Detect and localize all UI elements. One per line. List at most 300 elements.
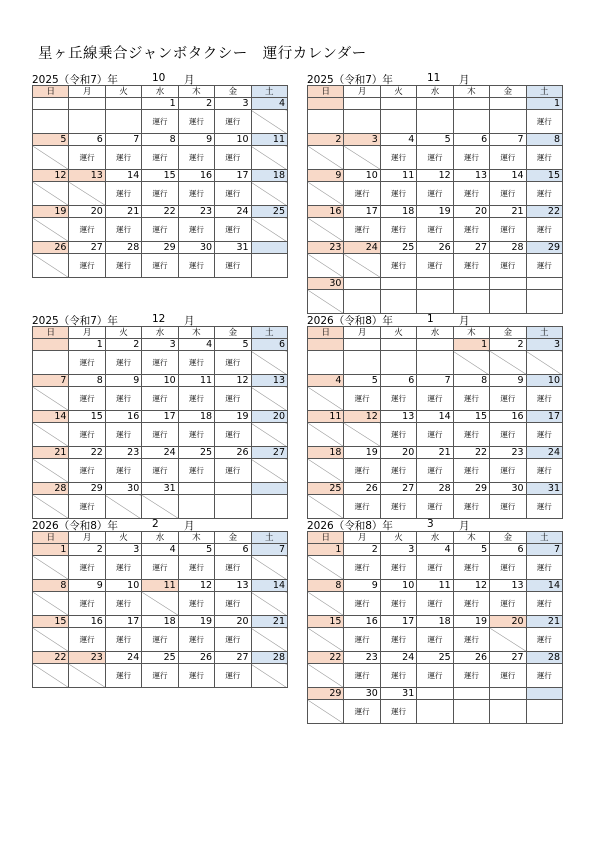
weekday-header: 金 — [490, 86, 526, 98]
day-service: 運行 — [453, 254, 489, 278]
day-service — [380, 351, 416, 375]
day-service: 運行 — [490, 423, 526, 447]
day-number: 4 — [308, 375, 344, 387]
weekday-header: 木 — [453, 327, 489, 339]
day-number: 30 — [308, 278, 344, 290]
day-number: 5 — [33, 134, 69, 146]
day-number — [105, 98, 141, 110]
day-number: 4 — [251, 98, 287, 110]
day-service: 運行 — [380, 664, 416, 688]
day-service: 運行 — [142, 254, 178, 278]
day-service: 運行 — [105, 556, 141, 580]
page-title: 星ヶ丘線乗合ジャンボタクシー 運行カレンダー — [38, 46, 367, 62]
day-service: 運行 — [490, 182, 526, 206]
no-service-slash — [33, 664, 69, 688]
day-service: 運行 — [105, 592, 141, 616]
day-service: 運行 — [105, 351, 141, 375]
no-service-slash — [344, 146, 380, 170]
weekday-header: 水 — [417, 532, 453, 544]
day-service: 運行 — [69, 146, 105, 170]
calendar-grid — [32, 85, 288, 278]
day-number: 18 — [142, 616, 178, 628]
day-number: 13 — [490, 580, 526, 592]
day-service: 運行 — [417, 387, 453, 411]
day-service: 運行 — [380, 459, 416, 483]
day-service: 運行 — [380, 182, 416, 206]
day-service: 運行 — [490, 218, 526, 242]
day-number: 3 — [215, 98, 251, 110]
day-service: 運行 — [417, 556, 453, 580]
no-service-slash — [33, 146, 69, 170]
day-service: 運行 — [417, 592, 453, 616]
day-service: 運行 — [490, 556, 526, 580]
day-service — [526, 290, 562, 314]
day-number: 23 — [178, 206, 214, 218]
day-service — [251, 495, 287, 519]
day-service: 運行 — [344, 700, 380, 724]
no-service-slash — [251, 110, 287, 134]
no-service-slash — [308, 459, 344, 483]
day-number: 20 — [69, 206, 105, 218]
day-number: 14 — [490, 170, 526, 182]
day-number: 7 — [417, 375, 453, 387]
month-number: 2 — [152, 518, 159, 530]
day-service: 運行 — [526, 592, 562, 616]
day-number: 1 — [526, 98, 562, 110]
weekday-header: 金 — [490, 327, 526, 339]
day-number: 9 — [105, 375, 141, 387]
no-service-slash — [33, 459, 69, 483]
day-service: 運行 — [380, 146, 416, 170]
day-number — [344, 278, 380, 290]
day-service: 運行 — [178, 110, 214, 134]
day-number: 31 — [380, 688, 416, 700]
day-number: 7 — [251, 544, 287, 556]
day-number: 23 — [69, 652, 105, 664]
weekday-header: 土 — [251, 86, 287, 98]
year-label: 2026（令和8）年 — [307, 315, 393, 327]
day-number: 25 — [417, 652, 453, 664]
weekday-header: 金 — [490, 532, 526, 544]
weekday-header: 月 — [344, 86, 380, 98]
day-number: 23 — [105, 447, 141, 459]
no-service-slash — [308, 182, 344, 206]
day-service: 運行 — [417, 459, 453, 483]
weekday-header: 火 — [380, 327, 416, 339]
day-number: 22 — [69, 447, 105, 459]
no-service-slash — [69, 182, 105, 206]
day-number: 25 — [251, 206, 287, 218]
day-number: 12 — [215, 375, 251, 387]
no-service-slash — [308, 387, 344, 411]
day-number — [490, 98, 526, 110]
day-service: 運行 — [69, 459, 105, 483]
weekday-header: 日 — [33, 532, 69, 544]
day-service — [417, 290, 453, 314]
day-number: 24 — [344, 242, 380, 254]
day-service: 運行 — [178, 254, 214, 278]
day-number: 5 — [215, 339, 251, 351]
day-service: 運行 — [215, 664, 251, 688]
weekday-header: 土 — [526, 327, 562, 339]
day-number: 22 — [526, 206, 562, 218]
day-number: 15 — [142, 170, 178, 182]
day-number: 14 — [33, 411, 69, 423]
day-service: 運行 — [69, 218, 105, 242]
day-number: 4 — [178, 339, 214, 351]
day-service: 運行 — [344, 495, 380, 519]
day-number: 21 — [33, 447, 69, 459]
day-service: 運行 — [417, 664, 453, 688]
day-service: 運行 — [417, 182, 453, 206]
no-service-slash — [344, 423, 380, 447]
no-service-slash — [251, 218, 287, 242]
weekday-header: 火 — [380, 532, 416, 544]
day-number: 17 — [142, 411, 178, 423]
day-number: 11 — [251, 134, 287, 146]
month-number: 3 — [427, 518, 434, 530]
day-service: 運行 — [215, 459, 251, 483]
day-service — [69, 110, 105, 134]
day-number: 5 — [453, 544, 489, 556]
day-number: 16 — [308, 206, 344, 218]
no-service-slash — [308, 495, 344, 519]
weekday-header: 水 — [417, 86, 453, 98]
day-service: 運行 — [526, 495, 562, 519]
day-service — [453, 290, 489, 314]
day-number: 31 — [526, 483, 562, 495]
day-service — [251, 254, 287, 278]
day-number: 8 — [453, 375, 489, 387]
day-number: 15 — [308, 616, 344, 628]
day-number: 19 — [215, 411, 251, 423]
day-service — [453, 700, 489, 724]
weekday-header: 火 — [380, 86, 416, 98]
day-number: 16 — [490, 411, 526, 423]
day-service: 運行 — [142, 146, 178, 170]
day-service: 運行 — [142, 351, 178, 375]
day-service: 運行 — [453, 387, 489, 411]
day-number: 3 — [142, 339, 178, 351]
day-number: 3 — [526, 339, 562, 351]
weekday-header: 金 — [215, 86, 251, 98]
no-service-slash — [308, 423, 344, 447]
day-service — [490, 290, 526, 314]
no-service-slash — [308, 254, 344, 278]
day-service: 運行 — [490, 495, 526, 519]
day-service — [308, 110, 344, 134]
day-number: 25 — [380, 242, 416, 254]
no-service-slash — [308, 290, 344, 314]
weekday-header: 水 — [417, 327, 453, 339]
no-service-slash — [453, 351, 489, 375]
month-number: 10 — [152, 72, 166, 84]
day-number: 24 — [105, 652, 141, 664]
year-label: 2026（令和8）年 — [32, 520, 118, 532]
day-number: 9 — [344, 580, 380, 592]
weekday-header: 月 — [69, 532, 105, 544]
year-label: 2025（令和7）年 — [307, 74, 393, 86]
day-service: 運行 — [215, 110, 251, 134]
no-service-slash — [33, 218, 69, 242]
day-number: 15 — [526, 170, 562, 182]
day-number: 29 — [453, 483, 489, 495]
day-number: 9 — [178, 134, 214, 146]
weekday-header: 水 — [142, 532, 178, 544]
day-number: 29 — [142, 242, 178, 254]
no-service-slash — [526, 351, 562, 375]
day-number: 14 — [251, 580, 287, 592]
day-service: 運行 — [417, 628, 453, 652]
day-number: 6 — [490, 544, 526, 556]
day-number: 1 — [69, 339, 105, 351]
no-service-slash — [142, 495, 178, 519]
day-number: 21 — [105, 206, 141, 218]
day-service: 運行 — [69, 592, 105, 616]
no-service-slash — [308, 592, 344, 616]
day-number: 24 — [142, 447, 178, 459]
day-number: 23 — [490, 447, 526, 459]
day-number: 3 — [380, 544, 416, 556]
calendar-grid — [307, 531, 563, 724]
day-service: 運行 — [453, 459, 489, 483]
day-service — [344, 290, 380, 314]
day-service: 運行 — [344, 182, 380, 206]
day-service: 運行 — [380, 218, 416, 242]
day-number: 22 — [33, 652, 69, 664]
day-service: 運行 — [215, 423, 251, 447]
day-service: 運行 — [417, 146, 453, 170]
day-number: 13 — [69, 170, 105, 182]
day-number: 11 — [380, 170, 416, 182]
day-number: 8 — [142, 134, 178, 146]
no-service-slash — [251, 592, 287, 616]
no-service-slash — [69, 664, 105, 688]
day-number: 5 — [344, 375, 380, 387]
day-service: 運行 — [142, 628, 178, 652]
day-number: 15 — [69, 411, 105, 423]
day-number: 12 — [178, 580, 214, 592]
day-service: 運行 — [105, 664, 141, 688]
day-number: 20 — [453, 206, 489, 218]
no-service-slash — [33, 495, 69, 519]
day-service: 運行 — [215, 592, 251, 616]
day-number — [380, 98, 416, 110]
weekday-header: 日 — [308, 532, 344, 544]
day-number — [344, 339, 380, 351]
calendar-grid — [32, 531, 288, 688]
day-number — [490, 688, 526, 700]
day-service — [490, 700, 526, 724]
day-service: 運行 — [178, 423, 214, 447]
day-number: 1 — [308, 544, 344, 556]
day-number: 4 — [142, 544, 178, 556]
day-number: 16 — [105, 411, 141, 423]
weekday-header: 金 — [215, 532, 251, 544]
month-suffix: 月 — [459, 520, 470, 532]
day-number: 10 — [105, 580, 141, 592]
day-service — [453, 110, 489, 134]
weekday-header: 木 — [178, 86, 214, 98]
day-service: 運行 — [453, 664, 489, 688]
no-service-slash — [251, 387, 287, 411]
day-number — [417, 98, 453, 110]
day-number: 13 — [215, 580, 251, 592]
day-service: 運行 — [105, 218, 141, 242]
day-number: 14 — [526, 580, 562, 592]
day-service: 運行 — [490, 254, 526, 278]
day-number: 2 — [105, 339, 141, 351]
day-number: 11 — [417, 580, 453, 592]
day-service: 運行 — [453, 592, 489, 616]
day-number: 26 — [178, 652, 214, 664]
day-number: 6 — [380, 375, 416, 387]
day-number: 19 — [453, 616, 489, 628]
day-number — [33, 98, 69, 110]
day-number: 11 — [178, 375, 214, 387]
day-number: 18 — [417, 616, 453, 628]
day-service: 運行 — [178, 182, 214, 206]
day-service: 運行 — [105, 423, 141, 447]
day-number: 25 — [178, 447, 214, 459]
day-service: 運行 — [453, 146, 489, 170]
day-number: 13 — [251, 375, 287, 387]
day-service: 運行 — [178, 218, 214, 242]
no-service-slash — [490, 351, 526, 375]
day-service: 運行 — [380, 387, 416, 411]
day-number: 15 — [33, 616, 69, 628]
day-number — [308, 98, 344, 110]
day-number: 1 — [142, 98, 178, 110]
day-number: 30 — [344, 688, 380, 700]
day-service: 運行 — [215, 351, 251, 375]
day-number: 23 — [308, 242, 344, 254]
month-number: 12 — [152, 313, 166, 325]
no-service-slash — [308, 146, 344, 170]
day-service: 運行 — [215, 556, 251, 580]
day-service: 運行 — [453, 182, 489, 206]
day-number: 8 — [308, 580, 344, 592]
day-service: 運行 — [380, 556, 416, 580]
day-number — [251, 483, 287, 495]
day-number: 17 — [105, 616, 141, 628]
day-service: 運行 — [344, 459, 380, 483]
day-service: 運行 — [344, 556, 380, 580]
day-number: 24 — [380, 652, 416, 664]
day-number: 3 — [105, 544, 141, 556]
day-number: 17 — [526, 411, 562, 423]
no-service-slash — [105, 495, 141, 519]
day-number: 7 — [33, 375, 69, 387]
day-number: 12 — [344, 411, 380, 423]
day-service — [344, 110, 380, 134]
day-service: 運行 — [178, 664, 214, 688]
day-number: 31 — [215, 242, 251, 254]
no-service-slash — [251, 459, 287, 483]
day-service: 運行 — [178, 556, 214, 580]
day-number: 14 — [105, 170, 141, 182]
day-number — [215, 483, 251, 495]
day-number — [344, 98, 380, 110]
day-service — [33, 110, 69, 134]
day-service: 運行 — [215, 146, 251, 170]
day-number: 19 — [33, 206, 69, 218]
day-service: 運行 — [526, 459, 562, 483]
day-service: 運行 — [215, 182, 251, 206]
weekday-header: 土 — [251, 327, 287, 339]
no-service-slash — [308, 218, 344, 242]
no-service-slash — [308, 664, 344, 688]
day-number: 26 — [417, 242, 453, 254]
day-number: 19 — [344, 447, 380, 459]
day-number: 19 — [178, 616, 214, 628]
day-number: 2 — [490, 339, 526, 351]
month-suffix: 月 — [184, 520, 195, 532]
day-service: 運行 — [526, 146, 562, 170]
day-number: 17 — [215, 170, 251, 182]
weekday-header: 木 — [178, 327, 214, 339]
day-number — [69, 98, 105, 110]
day-number: 29 — [526, 242, 562, 254]
weekday-header: 月 — [69, 86, 105, 98]
calendar-grid — [307, 326, 563, 519]
day-service: 運行 — [142, 387, 178, 411]
day-number: 13 — [453, 170, 489, 182]
weekday-header: 月 — [344, 532, 380, 544]
no-service-slash — [142, 592, 178, 616]
day-number — [251, 242, 287, 254]
day-service — [490, 110, 526, 134]
day-number: 8 — [33, 580, 69, 592]
day-service: 運行 — [142, 664, 178, 688]
day-service: 運行 — [344, 387, 380, 411]
weekday-header: 水 — [142, 327, 178, 339]
day-service: 運行 — [178, 146, 214, 170]
no-service-slash — [251, 182, 287, 206]
day-service — [344, 351, 380, 375]
day-service: 運行 — [453, 628, 489, 652]
day-number: 28 — [526, 652, 562, 664]
day-service: 運行 — [380, 423, 416, 447]
day-service: 運行 — [380, 628, 416, 652]
day-number — [417, 339, 453, 351]
day-service: 運行 — [69, 423, 105, 447]
day-service: 運行 — [526, 182, 562, 206]
day-number: 27 — [69, 242, 105, 254]
month-suffix: 月 — [459, 315, 470, 327]
day-service: 運行 — [490, 459, 526, 483]
day-service: 運行 — [105, 182, 141, 206]
day-number: 12 — [453, 580, 489, 592]
day-number: 26 — [453, 652, 489, 664]
day-number: 5 — [417, 134, 453, 146]
no-service-slash — [308, 628, 344, 652]
day-number: 16 — [344, 616, 380, 628]
day-number: 20 — [251, 411, 287, 423]
day-number: 7 — [105, 134, 141, 146]
day-number — [417, 278, 453, 290]
day-number: 27 — [380, 483, 416, 495]
day-service: 運行 — [380, 254, 416, 278]
day-number: 2 — [308, 134, 344, 146]
day-number — [308, 339, 344, 351]
day-number: 18 — [380, 206, 416, 218]
no-service-slash — [33, 387, 69, 411]
weekday-header: 日 — [308, 86, 344, 98]
day-number — [380, 339, 416, 351]
day-number: 1 — [33, 544, 69, 556]
day-service: 運行 — [380, 592, 416, 616]
